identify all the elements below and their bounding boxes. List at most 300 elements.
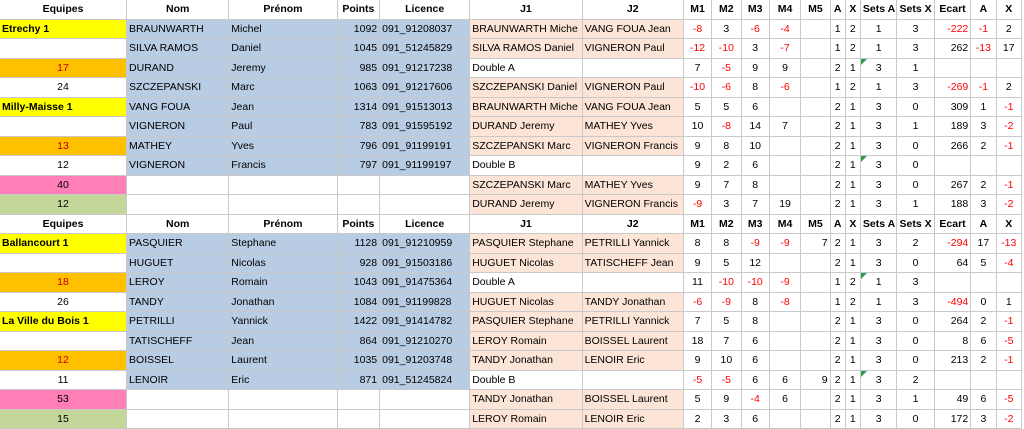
sets-x-cell[interactable]: 0 (897, 97, 934, 117)
points-cell[interactable] (337, 175, 380, 195)
set-score-m4[interactable] (769, 253, 800, 273)
set-score-m5[interactable] (801, 331, 830, 351)
set-score-m4[interactable] (769, 409, 800, 429)
j1-cell[interactable]: DURAND Jeremy (470, 117, 582, 137)
nom-cell[interactable]: TATISCHEFF (127, 331, 229, 351)
ecart-cell[interactable]: 309 (934, 97, 970, 117)
j1-cell[interactable]: TANDY Jonathan (470, 390, 582, 410)
j2-cell[interactable]: BOISSEL Laurent (582, 390, 683, 410)
ecart-cell[interactable]: 172 (934, 409, 970, 429)
set-score-m3[interactable]: 6 (741, 156, 769, 176)
ecart-a-cell[interactable]: 6 (971, 390, 996, 410)
result-a-cell[interactable]: 1 (830, 78, 845, 98)
ecart-cell[interactable]: 213 (934, 351, 970, 371)
set-score-m4[interactable]: 6 (769, 370, 800, 390)
set-score-m4[interactable]: 19 (769, 195, 800, 215)
sets-a-cell[interactable]: 3 (860, 351, 896, 371)
set-score-m1[interactable]: 10 (683, 117, 711, 137)
nom-cell[interactable]: BRAUNWARTH (127, 19, 229, 39)
ecart-x-cell[interactable]: 1 (996, 292, 1021, 312)
set-score-m2[interactable]: -6 (712, 78, 741, 98)
result-a-cell[interactable]: 2 (830, 331, 845, 351)
set-score-m1[interactable]: 9 (683, 253, 711, 273)
set-score-m4[interactable]: 9 (769, 58, 800, 78)
sets-x-cell[interactable]: 3 (897, 78, 934, 98)
set-score-m2[interactable]: -5 (712, 58, 741, 78)
set-score-m3[interactable]: -4 (741, 390, 769, 410)
sets-x-cell[interactable]: 3 (897, 39, 934, 59)
result-a-cell[interactable]: 2 (830, 156, 845, 176)
team-cell[interactable]: Etrechy 1 (0, 19, 127, 39)
ecart-x-cell[interactable] (996, 156, 1021, 176)
ecart-a-cell[interactable]: 3 (971, 409, 996, 429)
sets-a-cell[interactable]: 3 (860, 175, 896, 195)
team-cell[interactable]: 13 (0, 136, 127, 156)
team-cell[interactable]: Milly-Maisse 1 (0, 97, 127, 117)
j2-cell[interactable]: MATHEY Yves (582, 117, 683, 137)
set-score-m2[interactable]: 3 (712, 409, 741, 429)
set-score-m3[interactable]: 8 (741, 175, 769, 195)
nom-cell[interactable]: TANDY (127, 292, 229, 312)
ecart-cell[interactable]: 262 (934, 39, 970, 59)
set-score-m1[interactable]: -5 (683, 370, 711, 390)
j2-cell[interactable]: LENOIR Eric (582, 409, 683, 429)
sets-a-cell[interactable]: 1 (860, 78, 896, 98)
set-score-m1[interactable]: -9 (683, 195, 711, 215)
team-cell[interactable]: 40 (0, 175, 127, 195)
set-score-m1[interactable]: 9 (683, 156, 711, 176)
set-score-m5[interactable] (801, 390, 830, 410)
result-x-cell[interactable]: 1 (845, 409, 860, 429)
ecart-x-cell[interactable] (996, 370, 1021, 390)
result-x-cell[interactable]: 1 (845, 58, 860, 78)
points-cell[interactable]: 1035 (337, 351, 380, 371)
set-score-m4[interactable] (769, 331, 800, 351)
set-score-m4[interactable] (769, 97, 800, 117)
nom-cell[interactable]: LENOIR (127, 370, 229, 390)
set-score-m4[interactable]: 6 (769, 390, 800, 410)
licence-cell[interactable]: 091_91203748 (380, 351, 470, 371)
result-a-cell[interactable]: 1 (830, 19, 845, 39)
sets-a-cell[interactable]: 3 (860, 331, 896, 351)
points-cell[interactable]: 1314 (337, 97, 380, 117)
team-cell[interactable]: 11 (0, 370, 127, 390)
set-score-m3[interactable]: 6 (741, 331, 769, 351)
sets-x-cell[interactable]: 1 (897, 390, 934, 410)
team-cell[interactable]: La Ville du Bois 1 (0, 312, 127, 332)
j2-cell[interactable]: LENOIR Eric (582, 351, 683, 371)
nom-cell[interactable] (127, 175, 229, 195)
j1-cell[interactable]: Double A (470, 273, 582, 293)
prenom-cell[interactable]: Romain (229, 273, 337, 293)
set-score-m5[interactable] (801, 351, 830, 371)
result-x-cell[interactable]: 1 (845, 117, 860, 137)
ecart-x-cell[interactable]: -1 (996, 175, 1021, 195)
sets-x-cell[interactable]: 1 (897, 195, 934, 215)
ecart-a-cell[interactable]: 3 (971, 117, 996, 137)
result-x-cell[interactable]: 2 (845, 19, 860, 39)
ecart-cell[interactable]: 64 (934, 253, 970, 273)
prenom-cell[interactable]: Nicolas (229, 253, 337, 273)
licence-cell[interactable]: 091_91210959 (380, 234, 470, 254)
ecart-a-cell[interactable]: 2 (971, 175, 996, 195)
licence-cell[interactable]: 091_91199828 (380, 292, 470, 312)
sets-a-cell[interactable]: 3 (860, 390, 896, 410)
set-score-m5[interactable] (801, 175, 830, 195)
j1-cell[interactable]: LEROY Romain (470, 409, 582, 429)
set-score-m5[interactable] (801, 78, 830, 98)
points-cell[interactable]: 985 (337, 58, 380, 78)
result-x-cell[interactable]: 1 (845, 136, 860, 156)
sets-a-cell[interactable]: 3 (860, 234, 896, 254)
prenom-cell[interactable]: Jeremy (229, 58, 337, 78)
set-score-m3[interactable]: -9 (741, 234, 769, 254)
sets-x-cell[interactable]: 3 (897, 292, 934, 312)
licence-cell[interactable]: 091_91208037 (380, 19, 470, 39)
ecart-x-cell[interactable]: -2 (996, 409, 1021, 429)
ecart-cell[interactable] (934, 370, 970, 390)
team-cell[interactable]: 12 (0, 195, 127, 215)
team-cell[interactable]: Ballancourt 1 (0, 234, 127, 254)
j1-cell[interactable]: DURAND Jeremy (470, 195, 582, 215)
set-score-m3[interactable]: -10 (741, 273, 769, 293)
result-a-cell[interactable]: 2 (830, 97, 845, 117)
j1-cell[interactable]: SILVA RAMOS Daniel (470, 39, 582, 59)
ecart-x-cell[interactable]: -4 (996, 253, 1021, 273)
team-cell[interactable]: 26 (0, 292, 127, 312)
ecart-x-cell[interactable]: 2 (996, 19, 1021, 39)
licence-cell[interactable] (380, 175, 470, 195)
set-score-m2[interactable]: 5 (712, 253, 741, 273)
result-a-cell[interactable]: 2 (830, 175, 845, 195)
points-cell[interactable]: 1045 (337, 39, 380, 59)
j1-cell[interactable]: Double B (470, 370, 582, 390)
sets-x-cell[interactable]: 0 (897, 175, 934, 195)
set-score-m4[interactable]: -6 (769, 78, 800, 98)
j2-cell[interactable]: PETRILLI Yannick (582, 312, 683, 332)
set-score-m1[interactable]: 11 (683, 273, 711, 293)
j2-cell[interactable]: TANDY Jonathan (582, 292, 683, 312)
ecart-x-cell[interactable]: -1 (996, 97, 1021, 117)
j1-cell[interactable]: BRAUNWARTH Miche (470, 97, 582, 117)
points-cell[interactable]: 1128 (337, 234, 380, 254)
ecart-cell[interactable]: 189 (934, 117, 970, 137)
j2-cell[interactable]: VIGNERON Francis (582, 195, 683, 215)
set-score-m1[interactable]: -8 (683, 19, 711, 39)
licence-cell[interactable]: 091_91475364 (380, 273, 470, 293)
sets-x-cell[interactable]: 0 (897, 253, 934, 273)
prenom-cell[interactable]: Yannick (229, 312, 337, 332)
set-score-m5[interactable] (801, 409, 830, 429)
ecart-a-cell[interactable]: 5 (971, 253, 996, 273)
ecart-x-cell[interactable]: -2 (996, 195, 1021, 215)
prenom-cell[interactable] (229, 390, 337, 410)
sets-a-cell[interactable]: 3 (860, 136, 896, 156)
set-score-m3[interactable]: 7 (741, 195, 769, 215)
set-score-m1[interactable]: 8 (683, 234, 711, 254)
prenom-cell[interactable]: Jonathan (229, 292, 337, 312)
set-score-m1[interactable]: 2 (683, 409, 711, 429)
sets-x-cell[interactable]: 2 (897, 234, 934, 254)
set-score-m3[interactable]: 9 (741, 58, 769, 78)
set-score-m3[interactable]: 8 (741, 78, 769, 98)
set-score-m1[interactable]: -6 (683, 292, 711, 312)
licence-cell[interactable]: 091_91503186 (380, 253, 470, 273)
set-score-m5[interactable] (801, 58, 830, 78)
sets-a-cell[interactable]: 3 (860, 97, 896, 117)
nom-cell[interactable]: BOISSEL (127, 351, 229, 371)
ecart-a-cell[interactable]: 2 (971, 312, 996, 332)
result-a-cell[interactable]: 2 (830, 409, 845, 429)
set-score-m5[interactable] (801, 253, 830, 273)
team-cell[interactable]: 15 (0, 409, 127, 429)
j2-cell[interactable]: VIGNERON Francis (582, 136, 683, 156)
set-score-m3[interactable]: 6 (741, 370, 769, 390)
ecart-a-cell[interactable] (971, 273, 996, 293)
sets-x-cell[interactable]: 0 (897, 312, 934, 332)
j1-cell[interactable]: Double B (470, 156, 582, 176)
ecart-cell[interactable]: 266 (934, 136, 970, 156)
nom-cell[interactable]: SZCZEPANSKI (127, 78, 229, 98)
set-score-m2[interactable]: 5 (712, 97, 741, 117)
ecart-x-cell[interactable]: -5 (996, 331, 1021, 351)
ecart-cell[interactable]: -494 (934, 292, 970, 312)
set-score-m4[interactable] (769, 136, 800, 156)
ecart-x-cell[interactable]: 2 (996, 78, 1021, 98)
set-score-m2[interactable]: 10 (712, 351, 741, 371)
result-a-cell[interactable]: 1 (830, 39, 845, 59)
ecart-a-cell[interactable]: 2 (971, 136, 996, 156)
set-score-m3[interactable]: 8 (741, 312, 769, 332)
prenom-cell[interactable] (229, 195, 337, 215)
j1-cell[interactable]: HUGUET Nicolas (470, 292, 582, 312)
team-cell[interactable]: 53 (0, 390, 127, 410)
j1-cell[interactable]: LEROY Romain (470, 331, 582, 351)
set-score-m2[interactable]: 7 (712, 331, 741, 351)
sets-a-cell[interactable]: 3 (860, 253, 896, 273)
j1-cell[interactable]: PASQUIER Stephane (470, 234, 582, 254)
set-score-m2[interactable]: -5 (712, 370, 741, 390)
result-x-cell[interactable]: 1 (845, 234, 860, 254)
set-score-m4[interactable] (769, 175, 800, 195)
result-x-cell[interactable]: 2 (845, 39, 860, 59)
set-score-m5[interactable] (801, 97, 830, 117)
licence-cell[interactable] (380, 390, 470, 410)
team-cell[interactable]: 18 (0, 273, 127, 293)
set-score-m2[interactable]: -9 (712, 292, 741, 312)
set-score-m3[interactable]: 6 (741, 409, 769, 429)
j2-cell[interactable] (582, 370, 683, 390)
nom-cell[interactable]: LEROY (127, 273, 229, 293)
ecart-x-cell[interactable]: 17 (996, 39, 1021, 59)
ecart-x-cell[interactable]: -1 (996, 351, 1021, 371)
ecart-a-cell[interactable] (971, 156, 996, 176)
points-cell[interactable]: 797 (337, 156, 380, 176)
set-score-m5[interactable] (801, 292, 830, 312)
prenom-cell[interactable]: Yves (229, 136, 337, 156)
set-score-m5[interactable]: 9 (801, 370, 830, 390)
set-score-m1[interactable]: 5 (683, 390, 711, 410)
licence-cell[interactable] (380, 195, 470, 215)
ecart-x-cell[interactable]: -2 (996, 117, 1021, 137)
points-cell[interactable] (337, 195, 380, 215)
nom-cell[interactable]: HUGUET (127, 253, 229, 273)
j2-cell[interactable]: PETRILLI Yannick (582, 234, 683, 254)
sets-x-cell[interactable]: 1 (897, 58, 934, 78)
team-cell[interactable] (0, 331, 127, 351)
sets-a-cell[interactable]: 3 (860, 195, 896, 215)
sets-x-cell[interactable]: 3 (897, 273, 934, 293)
set-score-m4[interactable] (769, 156, 800, 176)
result-x-cell[interactable]: 1 (845, 175, 860, 195)
result-x-cell[interactable]: 1 (845, 390, 860, 410)
set-score-m2[interactable]: 3 (712, 19, 741, 39)
team-cell[interactable]: 12 (0, 351, 127, 371)
sets-x-cell[interactable]: 0 (897, 136, 934, 156)
points-cell[interactable]: 864 (337, 331, 380, 351)
j2-cell[interactable]: BOISSEL Laurent (582, 331, 683, 351)
set-score-m1[interactable]: 9 (683, 351, 711, 371)
set-score-m4[interactable]: -9 (769, 234, 800, 254)
result-a-cell[interactable]: 2 (830, 253, 845, 273)
points-cell[interactable]: 1422 (337, 312, 380, 332)
j1-cell[interactable]: SZCZEPANSKI Marc (470, 175, 582, 195)
set-score-m2[interactable]: 3 (712, 195, 741, 215)
points-cell[interactable]: 1084 (337, 292, 380, 312)
set-score-m3[interactable]: 10 (741, 136, 769, 156)
prenom-cell[interactable]: Daniel (229, 39, 337, 59)
result-a-cell[interactable]: 2 (830, 234, 845, 254)
sets-x-cell[interactable]: 0 (897, 331, 934, 351)
sets-a-cell[interactable]: 1 (860, 39, 896, 59)
set-score-m3[interactable]: 6 (741, 97, 769, 117)
ecart-a-cell[interactable]: 1 (971, 97, 996, 117)
licence-cell[interactable]: 091_91414782 (380, 312, 470, 332)
prenom-cell[interactable]: Marc (229, 78, 337, 98)
prenom-cell[interactable] (229, 175, 337, 195)
sets-x-cell[interactable]: 0 (897, 156, 934, 176)
set-score-m4[interactable]: -8 (769, 292, 800, 312)
set-score-m3[interactable]: 6 (741, 351, 769, 371)
points-cell[interactable]: 871 (337, 370, 380, 390)
sets-a-cell[interactable]: 1 (860, 292, 896, 312)
prenom-cell[interactable]: Stephane (229, 234, 337, 254)
j1-cell[interactable]: PASQUIER Stephane (470, 312, 582, 332)
licence-cell[interactable]: 091_51245829 (380, 39, 470, 59)
result-a-cell[interactable]: 2 (830, 390, 845, 410)
j1-cell[interactable]: HUGUET Nicolas (470, 253, 582, 273)
ecart-a-cell[interactable] (971, 58, 996, 78)
set-score-m1[interactable]: 5 (683, 97, 711, 117)
sets-a-cell[interactable]: 3 (860, 370, 896, 390)
ecart-a-cell[interactable]: -1 (971, 78, 996, 98)
sets-x-cell[interactable]: 0 (897, 409, 934, 429)
result-a-cell[interactable]: 2 (830, 351, 845, 371)
ecart-cell[interactable] (934, 156, 970, 176)
set-score-m2[interactable]: 5 (712, 312, 741, 332)
team-cell[interactable]: 24 (0, 78, 127, 98)
nom-cell[interactable]: MATHEY (127, 136, 229, 156)
ecart-cell[interactable]: 49 (934, 390, 970, 410)
set-score-m5[interactable]: 7 (801, 234, 830, 254)
set-score-m2[interactable]: 8 (712, 136, 741, 156)
set-score-m4[interactable]: -9 (769, 273, 800, 293)
ecart-cell[interactable]: -269 (934, 78, 970, 98)
set-score-m5[interactable] (801, 195, 830, 215)
result-x-cell[interactable]: 1 (845, 97, 860, 117)
ecart-a-cell[interactable]: 0 (971, 292, 996, 312)
j2-cell[interactable] (582, 273, 683, 293)
ecart-x-cell[interactable] (996, 58, 1021, 78)
ecart-a-cell[interactable] (971, 370, 996, 390)
prenom-cell[interactable]: Francis (229, 156, 337, 176)
prenom-cell[interactable]: Laurent (229, 351, 337, 371)
set-score-m5[interactable] (801, 156, 830, 176)
set-score-m1[interactable]: 7 (683, 58, 711, 78)
nom-cell[interactable]: PETRILLI (127, 312, 229, 332)
nom-cell[interactable]: VIGNERON (127, 156, 229, 176)
nom-cell[interactable]: DURAND (127, 58, 229, 78)
j1-cell[interactable]: Double A (470, 58, 582, 78)
prenom-cell[interactable]: Michel (229, 19, 337, 39)
nom-cell[interactable]: VANG FOUA (127, 97, 229, 117)
nom-cell[interactable] (127, 409, 229, 429)
ecart-a-cell[interactable]: 3 (971, 195, 996, 215)
set-score-m1[interactable]: 18 (683, 331, 711, 351)
points-cell[interactable]: 796 (337, 136, 380, 156)
ecart-cell[interactable]: -294 (934, 234, 970, 254)
sets-a-cell[interactable]: 1 (860, 273, 896, 293)
ecart-cell[interactable]: 188 (934, 195, 970, 215)
set-score-m1[interactable]: 9 (683, 136, 711, 156)
set-score-m2[interactable]: 9 (712, 390, 741, 410)
ecart-cell[interactable]: 8 (934, 331, 970, 351)
j1-cell[interactable]: SZCZEPANSKI Daniel (470, 78, 582, 98)
result-a-cell[interactable]: 2 (830, 117, 845, 137)
points-cell[interactable] (337, 390, 380, 410)
set-score-m2[interactable]: 7 (712, 175, 741, 195)
result-x-cell[interactable]: 2 (845, 292, 860, 312)
team-cell[interactable] (0, 39, 127, 59)
set-score-m4[interactable]: -7 (769, 39, 800, 59)
ecart-x-cell[interactable] (996, 273, 1021, 293)
ecart-a-cell[interactable]: 2 (971, 351, 996, 371)
ecart-cell[interactable]: 267 (934, 175, 970, 195)
team-cell[interactable] (0, 117, 127, 137)
ecart-x-cell[interactable]: -1 (996, 312, 1021, 332)
sets-a-cell[interactable]: 3 (860, 312, 896, 332)
ecart-cell[interactable] (934, 273, 970, 293)
j1-cell[interactable]: SZCZEPANSKI Marc (470, 136, 582, 156)
points-cell[interactable]: 1092 (337, 19, 380, 39)
prenom-cell[interactable]: Jean (229, 97, 337, 117)
set-score-m3[interactable]: -6 (741, 19, 769, 39)
sets-a-cell[interactable]: 3 (860, 117, 896, 137)
set-score-m5[interactable] (801, 136, 830, 156)
ecart-a-cell[interactable]: 17 (971, 234, 996, 254)
ecart-cell[interactable]: -222 (934, 19, 970, 39)
ecart-a-cell[interactable]: -13 (971, 39, 996, 59)
result-x-cell[interactable]: 1 (845, 253, 860, 273)
sets-x-cell[interactable]: 0 (897, 351, 934, 371)
nom-cell[interactable]: SILVA RAMOS (127, 39, 229, 59)
j2-cell[interactable] (582, 58, 683, 78)
nom-cell[interactable]: PASQUIER (127, 234, 229, 254)
j1-cell[interactable]: BRAUNWARTH Miche (470, 19, 582, 39)
set-score-m3[interactable]: 8 (741, 292, 769, 312)
result-x-cell[interactable]: 1 (845, 331, 860, 351)
prenom-cell[interactable]: Jean (229, 331, 337, 351)
